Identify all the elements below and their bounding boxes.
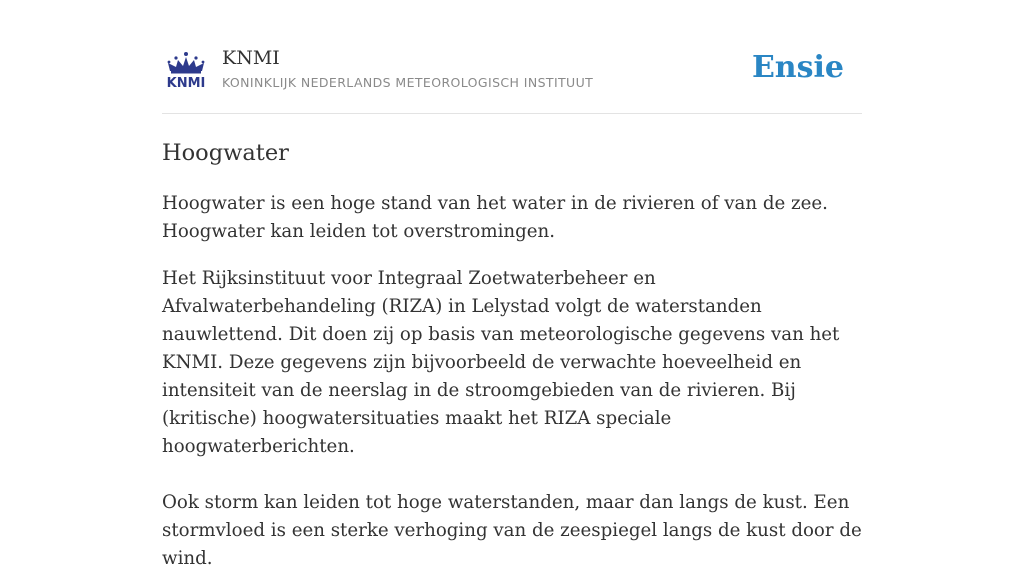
org-subtitle: KONINKLIJK NEDERLANDS METEOROLOGISCH INSTITUUT	[222, 75, 594, 90]
article-title: Hoogwater	[162, 140, 289, 166]
knmi-crown-logo-icon[interactable]	[164, 51, 208, 89]
article-paragraph-1: Hoogwater is een hoge stand van het water in de rivieren of van de zee. Hoogwater kan leiden tot overstromingen.	[162, 193, 828, 242]
ensie-brand-link[interactable]: Ensie	[751, 50, 844, 85]
article-paragraph-2: Het Rijksinstituut voor Integraal Zoetwaterbeheer en Afvalwaterbehandeling (RIZA) in Lelystad volgt de waterstanden nauwlettend. Dit doen zij op basis van meteorologische gegevens van het KNMI. Deze gegevens zijn bijvoorbeeld de verwachte hoeveelheid en intensiteit van de neerslag in de stroomgebieden van de rivieren. Bij (kritische) hoogwatersituaties maakt het RIZA speciale hoogwaterberichten.	[162, 268, 840, 457]
org-name: KNMI	[222, 47, 280, 69]
article-paragraph-3: Ook storm kan leiden tot hoge waterstanden, maar dan langs de kust. Een stormvloed is een sterke verhoging van de zeespiegel langs de kust door de wind.	[162, 492, 862, 569]
logo-text: KNMI	[166, 76, 206, 91]
page	[162, 0, 862, 573]
page-header	[162, 0, 862, 114]
